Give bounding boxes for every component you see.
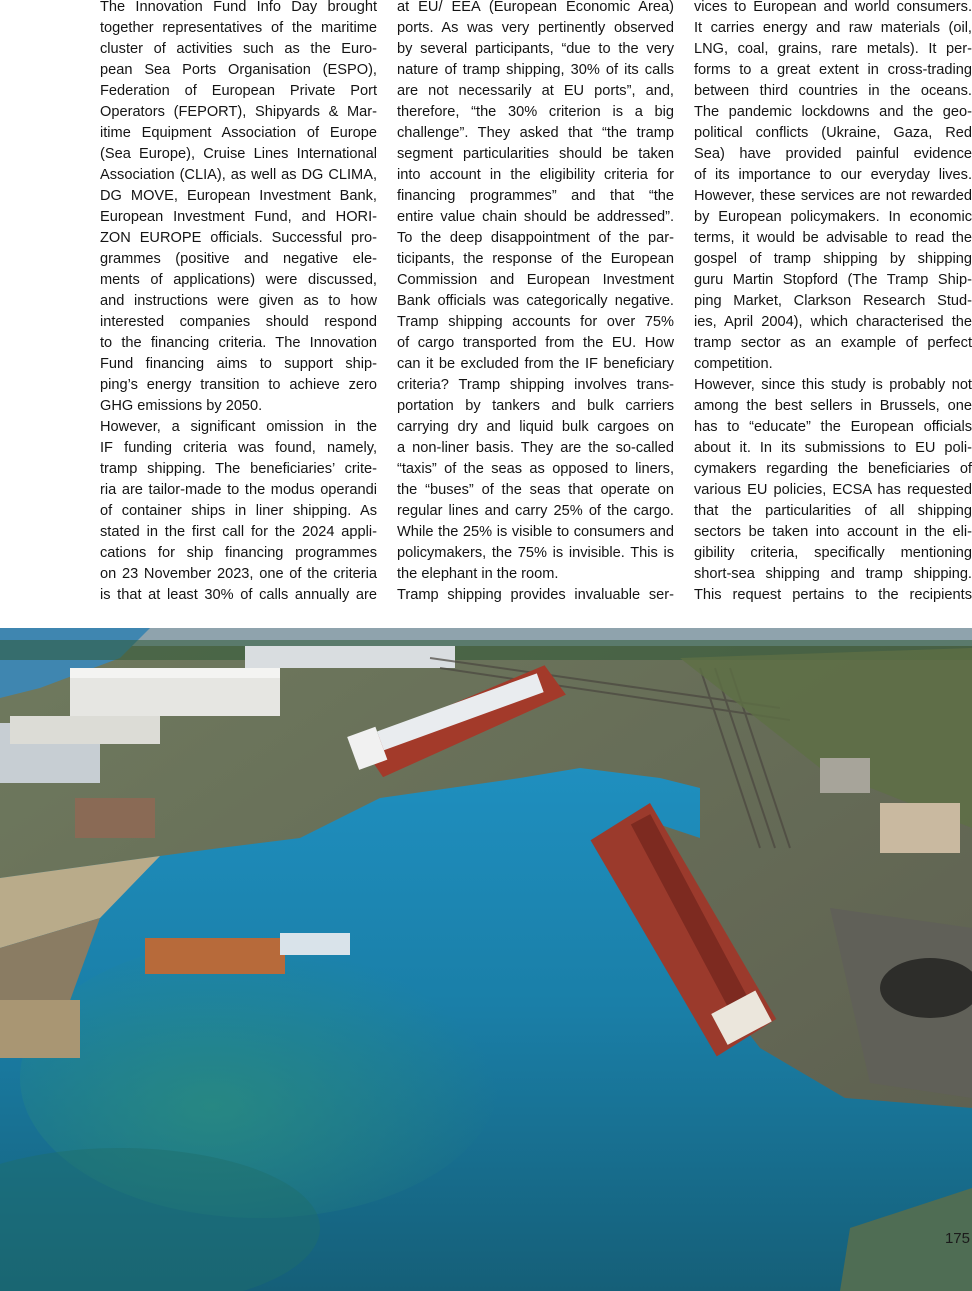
text-line: Association (CLIA), as well as DG CLIMA, <box>100 167 377 183</box>
text-line: are not necessarily at EU ports”, and, <box>397 83 674 99</box>
text-line: short-sea shipping and tramp shipping. <box>694 566 972 582</box>
text-line: While the 25% is visible to consumers and <box>397 524 674 540</box>
text-line: Bank officials was categorically negative. <box>397 293 674 309</box>
text-line: has to “educate” the European officials <box>694 419 972 435</box>
text-line: Sea) have provided painful evidence <box>694 146 972 162</box>
text-line: tramp sector as an example of perfect <box>694 335 972 351</box>
text-line: criteria? Tramp shipping involves trans- <box>397 377 674 393</box>
text-line: ping’s energy transition to achieve zero <box>100 377 377 393</box>
text-line: financing programmes” and that “the <box>397 188 674 204</box>
text-line: To the deep disappointment of the par- <box>397 230 674 246</box>
text-line: Operators (FEPORT), Shipyards & Mar- <box>100 104 377 120</box>
text-line: ping Market, Clarkson Research Stud- <box>694 293 972 309</box>
text-line: various EU policies, ECSA has requested <box>694 482 972 498</box>
text-line: European Investment Fund, and HORI- <box>100 209 377 225</box>
text-line: gibility criteria, specifically mentioning <box>694 545 972 561</box>
text-line: guru Martin Stopford (The Tramp Ship- <box>694 272 972 288</box>
text-line: between third countries in the oceans. <box>694 83 972 99</box>
text-line: The pandemic lockdowns and the geo- <box>694 104 972 120</box>
text-line: Tramp shipping provides invaluable ser- <box>397 587 674 603</box>
text-line: on 23 November 2023, one of the criteria <box>100 566 377 582</box>
text-line: Federation of European Private Port <box>100 83 377 99</box>
text-line: Fund financing aims to support ship- <box>100 356 377 372</box>
text-line: It carries energy and raw materials (oil, <box>694 20 972 36</box>
text-line: a non-liner basis. They are the so-called <box>397 440 674 456</box>
text-line: at EU/ EEA (European Economic Area) <box>397 0 674 15</box>
text-line: Tramp shipping accounts for over 75% <box>397 314 674 330</box>
text-line: pean Sea Ports Organisation (ESPO), <box>100 62 377 78</box>
text-line: of cargo transported from the EU. How <box>397 335 674 351</box>
text-line: by several participants, “due to the very <box>397 41 674 57</box>
text-line: to the financing criteria. The Innovation <box>100 335 377 351</box>
text-line: segment particularities should be taken <box>397 146 674 162</box>
text-line: The Innovation Fund Info Day brought <box>100 0 377 15</box>
text-line: among the best sellers in Brussels, one <box>694 398 972 414</box>
text-line: cations for ship financing programmes <box>100 545 377 561</box>
text-line: therefore, “the 30% criterion is a big <box>397 104 674 120</box>
text-line: entire value chain should be addressed”. <box>397 209 674 225</box>
text-line: However, since this study is probably not <box>694 377 972 393</box>
text-line: that the particularities of all shipping <box>694 503 972 519</box>
text-line: GHG emissions by 2050. <box>100 398 263 414</box>
text-line: carrying dry and liquid bulk cargoes on <box>397 419 674 435</box>
text-column-1 <box>100 0 377 606</box>
text-line: ies, April 2004), which characterised the <box>694 314 972 330</box>
text-line: into account in the eligibility criteria for <box>397 167 674 183</box>
text-line: about it. In its submissions to EU poli- <box>694 440 972 456</box>
text-line: stated in the first call for the 2024 appli- <box>100 524 377 540</box>
text-line: gospel of tramp shipping by shipping <box>694 251 972 267</box>
text-line: Commission and European Investment <box>397 272 674 288</box>
text-line: ria are tailor-made to the modus operandi <box>100 482 377 498</box>
text-line: This request pertains to the recipients <box>694 587 972 603</box>
article-text <box>0 0 972 622</box>
text-line: interested companies should respond <box>100 314 377 330</box>
text-line: the elephant in the room. <box>397 566 559 582</box>
text-line: vices to European and world consumers. <box>694 0 972 15</box>
text-line: (Sea Europe), Cruise Lines International <box>100 146 377 162</box>
text-line: ports. As was very pertinently observed <box>397 20 674 36</box>
text-line: nature of tramp shipping, 30% of its calls <box>397 62 674 78</box>
text-line: the “buses” of the seas that operate on <box>397 482 674 498</box>
text-line: cymakers regarding the beneficiaries of <box>694 461 972 477</box>
text-line: challenge”. They asked that “the tramp <box>397 125 674 141</box>
text-line: forms to a great extent in cross-trading <box>694 62 972 78</box>
text-line: sectors be taken into account in the eli- <box>694 524 972 540</box>
text-line: itime Equipment Association of Europe <box>100 125 377 141</box>
text-line: cluster of activities such as the Euro- <box>100 41 377 57</box>
text-line: is that at least 30% of calls annually are <box>100 587 377 603</box>
text-line: terms, it would be advisable to read the <box>694 230 972 246</box>
text-column-2 <box>397 0 674 606</box>
text-line: IF funding criteria was found, namely, <box>100 440 377 456</box>
text-line: LNG, coal, grains, rare metals). It per- <box>694 41 972 57</box>
text-line: “taxis” of the seas as opposed to liners, <box>397 461 674 477</box>
text-line: However, these services are not rewarded <box>694 188 972 204</box>
text-line: of its importance to our everyday lives. <box>694 167 972 183</box>
text-line: regular lines and carry 25% of the cargo. <box>397 503 674 519</box>
text-line: of container ships in liner shipping. As <box>100 503 377 519</box>
text-line: together representatives of the maritime <box>100 20 377 36</box>
page-number: 175 <box>944 1230 970 1247</box>
text-line: grammes (positive and negative ele- <box>100 251 377 267</box>
text-line: policymakers, the 75% is invisible. This is <box>397 545 674 561</box>
text-line: can it be excluded from the IF beneficiary <box>397 356 674 372</box>
text-column-3 <box>694 0 972 606</box>
text-line: ZON EUROPE officials. Successful pro- <box>100 230 377 246</box>
text-line: DG MOVE, European Investment Bank, <box>100 188 377 204</box>
text-line: competition. <box>694 356 773 372</box>
text-line: portation by tankers and bulk carriers <box>397 398 674 414</box>
text-line: and instructions were given as to how <box>100 293 377 309</box>
text-line: by European policymakers. In economic <box>694 209 972 225</box>
harbour-aerial-photo <box>0 628 972 1291</box>
text-line: political conflicts (Ukraine, Gaza, Red <box>694 125 972 141</box>
text-line: ments of applications) were discussed, <box>100 272 377 288</box>
text-line: ticipants, the response of the European <box>397 251 674 267</box>
text-line: However, a significant omission in the <box>100 419 377 435</box>
text-line: tramp shipping. The beneficiaries’ crite- <box>100 461 377 477</box>
